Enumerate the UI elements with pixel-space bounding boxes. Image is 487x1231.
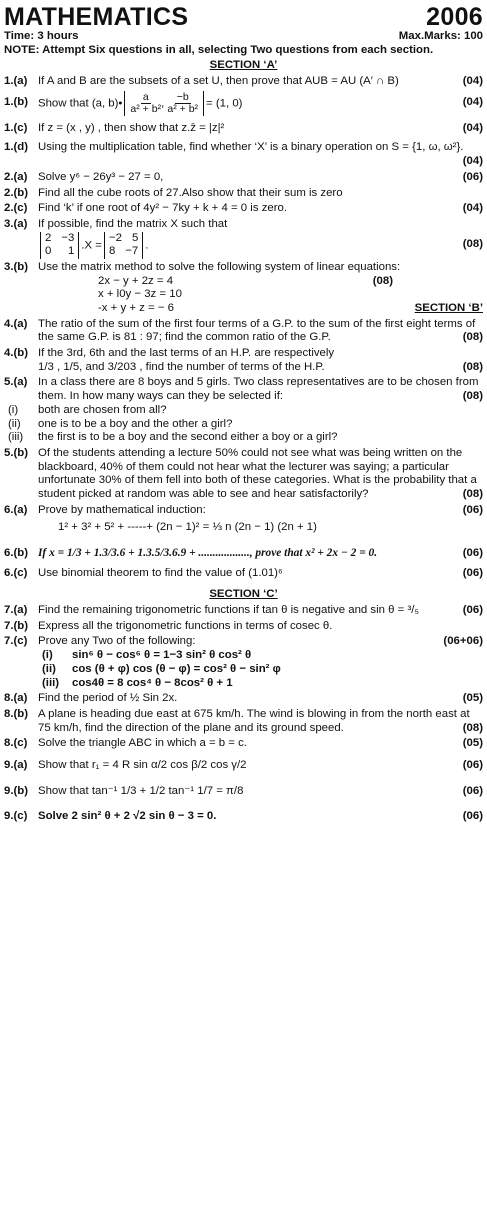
matrix-b: −2 5 8 −7 (104, 232, 143, 259)
question-1a (4, 75, 483, 89)
section-b-heading: SECTION ‘B’ (414, 302, 483, 314)
instructions-note: NOTE: Attempt Six questions in all, selecting Two questions from each section. (4, 43, 434, 56)
subject-title: MATHEMATICS (4, 3, 189, 31)
question-marks: (05) (462, 737, 483, 750)
question-6a (4, 504, 483, 541)
sub-question-i: (i) sin⁶ θ − cos⁶ θ = 1−3 sin² θ cos² θ (42, 649, 252, 662)
question-8b (4, 708, 483, 735)
equation-3: -x + y + z = − 6 (98, 302, 174, 314)
question-number: 1.(c) (4, 121, 28, 134)
question-1d (4, 141, 483, 168)
section-c-heading: SECTION ‘C’ (209, 588, 278, 601)
question-number: 1.(a) (4, 75, 28, 88)
question-9c (4, 810, 483, 824)
question-7b (4, 620, 483, 634)
question-1c (4, 122, 483, 136)
question-text: In a class there are 8 boys and 5 girls. Two class representatives are to be chosen from them. In how many ways can they be selected if: (38, 376, 479, 403)
question-text: Of the students attending a lecture 50% could not see what was being written on the blackboard, 40% of them could not hear what the lecturer was saying; a particular unfortunate 30% of them fell into both of these categories. What is the probability that a student picked at random was able to see and hear satisfactorily? (38, 446, 477, 500)
sub-question-ii: (ii) one is to be a boy and the other a girl? (8, 417, 233, 430)
question-marks: (06+06) (443, 635, 483, 648)
question-number: 2.(c) (4, 202, 28, 215)
question-9a (4, 759, 483, 773)
question-text: Solve 2 sin² θ + 2 √2 sin θ − 3 = 0. (38, 810, 217, 823)
question-number: 5.(a) (4, 376, 28, 389)
question-number: 7.(a) (4, 604, 28, 617)
question-marks: (04) (462, 202, 483, 215)
question-2c (4, 202, 483, 216)
question-number: 8.(c) (4, 737, 28, 750)
fraction-2: $\frac{-b}{\text{a² + b²}}$ (167, 90, 199, 115)
question-8a (4, 692, 483, 706)
question-6b (4, 547, 483, 561)
sub-question-iii: (iii) the first is to be a boy and the second either a boy or a girl? (8, 431, 338, 444)
question-number: 7.(b) (4, 619, 29, 632)
question-marks: (04) (462, 96, 483, 109)
matrix-a: 2 −3 0 1 (40, 232, 79, 259)
question-text: Find the period of ½ Sin 2x. (38, 692, 178, 705)
question-6c (4, 567, 483, 581)
question-text: Solve y⁶ − 26y³ − 27 = 0, (38, 170, 164, 183)
section-a-heading: SECTION ‘A’ (209, 59, 278, 72)
question-text: Solve the triangle ABC in which a = b = c. (38, 737, 247, 750)
question-number: 8.(a) (4, 692, 28, 705)
exam-year: 2006 (426, 3, 483, 31)
question-number: 2.(a) (4, 170, 28, 183)
question-text: Use binomial theorem to find the value of (1.01)⁶ (38, 566, 283, 579)
header (4, 4, 483, 30)
question-text: If z = (x , y) , then show that z.z̄ = |z|² (38, 121, 225, 134)
question-text: Show that r₁ = 4 R sin α/2 cos β/2 cos γ/2 (38, 758, 247, 771)
question-5a (4, 376, 483, 403)
max-marks-label: Max.Marks: 100 (398, 30, 483, 42)
question-text: If possible, find the matrix X such that (38, 217, 228, 230)
question-text: Prove by mathematical induction: (38, 503, 206, 516)
question-marks: (04) (462, 75, 483, 88)
fraction-matrix: $\frac{a}{\text{a² + b²}}$ , $\frac{-b}{\text{a² + b²}}$ (124, 91, 204, 116)
question-number: 8.(b) (4, 707, 29, 720)
question-marks: (06) (462, 810, 483, 823)
question-3b (4, 261, 483, 316)
question-4b (4, 347, 483, 374)
question-5b (4, 447, 483, 502)
time-label: Time: 3 hours (4, 30, 79, 42)
question-marks: (08) (462, 390, 483, 403)
question-number: 6.(b) (4, 547, 29, 559)
question-marks: (05) (462, 692, 483, 705)
question-text: Express all the trigonometric functions in terms of cosec θ. (38, 619, 333, 632)
question-1b (4, 91, 483, 116)
question-marks: (06) (462, 170, 483, 183)
question-marks: (06) (462, 566, 483, 579)
fraction-1: $\frac{a}{\text{a² + b²}}$ (130, 90, 162, 115)
question-number: 6.(c) (4, 566, 28, 579)
question-text: Find the remaining trigonometric functions if tan θ is negative and sin θ = ³/₅ (38, 604, 419, 617)
question-text: A plane is heading due east at 675 km/h. The wind is blowing in from the north east at 75 km/h, find the direction of the plane and its ground speed. (38, 707, 470, 734)
question-2a (4, 171, 483, 185)
question-text: Using the multiplication table, find whether ‘X’ is a binary operation on S = {1, ω, ω²}. (38, 141, 464, 154)
question-7a (4, 604, 483, 618)
question-marks: (06) (462, 604, 483, 617)
question-number: 6.(a) (4, 503, 28, 516)
question-9b (4, 785, 483, 799)
question-text: Prove any Two of the following: (38, 635, 196, 648)
question-marks: (08) (372, 274, 393, 287)
question-text: Use the matrix method to solve the following system of linear equations: (38, 260, 401, 273)
time-marks-row (4, 30, 483, 44)
equation-1: 2x − y + 2z = 4 (98, 274, 174, 287)
question-2b (4, 187, 483, 201)
question-number: 1.(b) (4, 96, 29, 109)
question-number: 3.(b) (4, 260, 29, 273)
question-text: If A and B are the subsets of a set U, then prove that AUB = AU (A′ ∩ B) (38, 75, 399, 88)
sub-question-i: (i) both are chosen from all? (8, 403, 167, 416)
question-marks: (04) (462, 155, 483, 168)
question-number: 1.(d) (4, 141, 29, 154)
induction-formula: 1² + 3² + 5² + -----+ (2n − 1)² = ⅓ n (2n − 1) (2n + 1) (58, 521, 317, 534)
question-marks: (06) (462, 547, 483, 559)
sub-question-ii: (ii) cos (θ + φ) cos (θ − φ) = cos² θ − sin² φ (42, 662, 281, 675)
question-marks: (06) (462, 503, 483, 516)
question-text: If x = 1/3 + 1.3/3.6 + 1.3.5/3.6.9 + .................., prove that x² + 2x − 2 = 0. (38, 547, 378, 559)
question-text: Show that tan⁻¹ 1/3 + 1/2 tan⁻¹ 1/7 = π/8 (38, 784, 244, 797)
question-text: Find all the cube roots of 27.Also show that their sum is zero (38, 186, 343, 199)
times-x: .X = (81, 239, 102, 252)
question-number: 3.(a) (4, 217, 28, 230)
question-number: 4.(b) (4, 347, 29, 360)
question-7c (4, 635, 483, 690)
question-marks: (06) (462, 784, 483, 797)
question-text: If the 3rd, 6th and the last terms of an H.P. are respectively (38, 347, 335, 360)
question-marks: (08) (462, 238, 483, 251)
question-number: 7.(c) (4, 635, 28, 648)
question-marks: (08) (462, 721, 483, 734)
question-number: 5.(b) (4, 446, 29, 459)
question-8c (4, 737, 483, 751)
question-marks: (08) (462, 331, 483, 344)
question-3a: 3.(a) If possible, find the matrix X such that 2 −3 0 1 .X = −2 5 8 −7 . (08) (4, 217, 483, 258)
question-text: Find ‘k’ if one root of 4y² − 7ky + k + 4 = 0 is zero. (38, 202, 288, 215)
result: = (1, 0) (206, 97, 243, 110)
question-number: 9.(c) (4, 810, 28, 823)
question-4a (4, 318, 483, 345)
question-number: 4.(a) (4, 317, 28, 330)
vector-ab: (a, b)• (91, 97, 123, 110)
question-text: The ratio of the sum of the first four terms of a G.P. to the sum of the first eight terms of the same G.P. is 81 : 97; find the common ratio of the G.P. (38, 317, 476, 344)
equation-2: x + l0y − 3z = 10 (98, 288, 182, 301)
question-number: 9.(a) (4, 758, 28, 771)
question-text: Show that (38, 97, 89, 110)
question-marks: (08) (462, 487, 483, 500)
question-marks: (08) (462, 360, 483, 373)
question-text-2: 1/3 , 1/5, and 3/203 , find the number of terms of the H.P. (38, 360, 325, 373)
question-marks: (04) (462, 121, 483, 134)
question-marks: (06) (462, 758, 483, 771)
sub-question-iii: (iii) cos4θ = 8 cos⁴ θ − 8cos² θ + 1 (42, 676, 233, 689)
question-number: 2.(b) (4, 186, 29, 199)
question-number: 9.(b) (4, 784, 29, 797)
